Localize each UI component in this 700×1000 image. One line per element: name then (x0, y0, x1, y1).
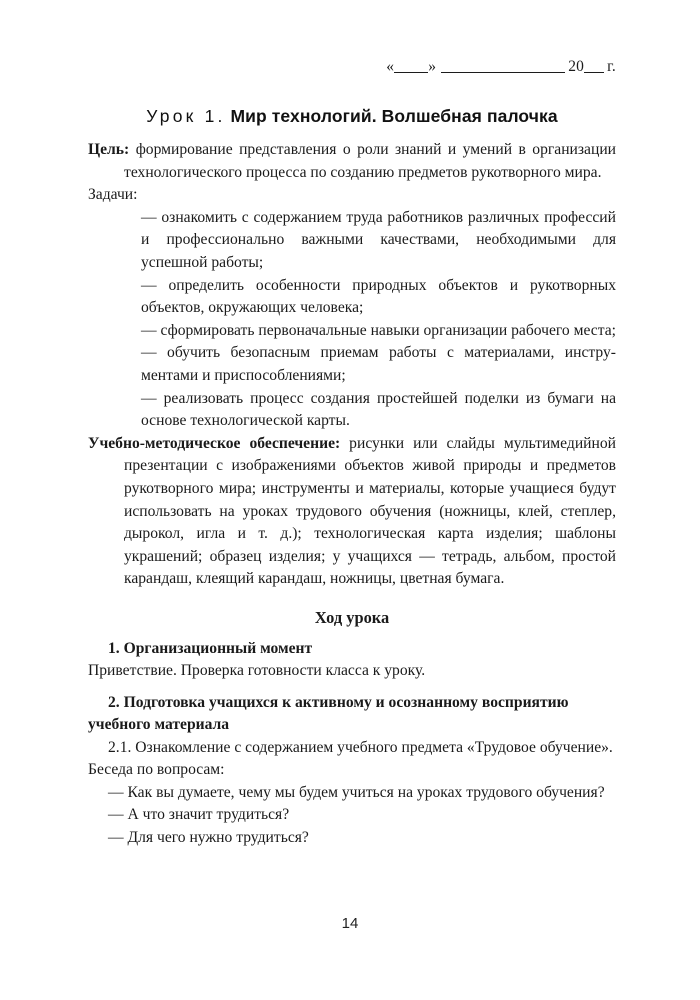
lesson-number: Урок 1. (146, 106, 226, 126)
discussion-question: — А что значит трудиться? (108, 806, 290, 824)
month-blank-rule (441, 72, 565, 73)
objective-item: — реализовать процесс создания простейшей поделки из бумаги на основе технологической карты. (141, 389, 616, 430)
year-suffix: г. (607, 58, 616, 75)
objective-item: — сформировать первоначальные навыки организации рабочего места; (141, 321, 616, 339)
resources-paragraph (88, 433, 616, 591)
goal-label: Цель: (88, 141, 130, 158)
objective-item: — определить особенности природных объектов и рукотворных объектов, окружающих человека; (141, 276, 616, 317)
discussion-question: — Для чего нужно трудиться? (108, 828, 309, 846)
step-heading-2: 2. Подготовка учащихся к активному и осознанному восприятию учебного материала (88, 693, 569, 734)
goal-text: формирование представления о роли знаний и умений в организации технологического процесса по созданию предметов рукотворного мира. (124, 141, 617, 181)
lesson-title-text: Мир технологий. Волшебная палочка (230, 106, 558, 126)
page-content (88, 0, 616, 849)
year-prefix: 20 (568, 58, 585, 75)
page-title (88, 106, 616, 127)
step-body-1: Приветствие. Проверка готовности класса к уроку. (88, 662, 426, 680)
quote-open: « (386, 58, 395, 75)
resources-label: Учебно-методическое обеспечение: (88, 434, 341, 452)
step-heading-1: 1. Организационный момент (108, 639, 313, 657)
section-heading-lesson-flow: Ход урока (314, 607, 390, 627)
day-blank-rule (394, 72, 428, 73)
objective-item: — обучить безопасным приемам работы с материалами, инструментами и приспособлениями; (141, 344, 616, 384)
goal-paragraph (88, 139, 616, 184)
objective-item: — ознакомить с содержанием труда работников различных профессий и профессионально важными качествами, необходимыми для успешной работы; (141, 208, 616, 271)
year-blank-rule (584, 72, 604, 73)
step-body-2: 2.1. Ознакомление с содержанием учебного предмета «Трудовое обучение». Беседа по вопросам: (88, 738, 613, 779)
quote-close: » (428, 58, 437, 75)
resources-text: рисунки или слайды мультимедийной презентации с изображениями объектов живой природы и предметов рукотворного мира; инструменты и материалы, которые учащиеся будут использовать на уроках трудового обучения (ножницы, клей, степлер, дырокол, игла и т. д.); технологическая карта изделия; шаблоны украшений; образец изделия; у учащихся — тетрадь, альбом, простой карандаш, клеящий карандаш, ножницы, цветная бумага. (124, 434, 616, 588)
page-number: 14 (341, 915, 359, 932)
objectives-label: Задачи: (88, 186, 138, 204)
discussion-question: — Как вы думаете, чему мы будем учиться на уроках трудового обучения? (108, 783, 605, 801)
date-fill-line (88, 58, 616, 76)
